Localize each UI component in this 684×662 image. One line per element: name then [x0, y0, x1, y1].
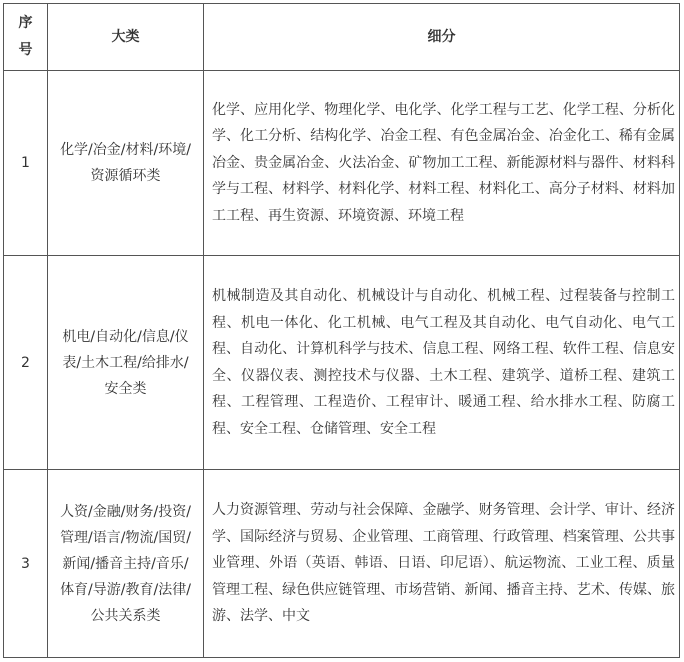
row-subdivision: 化学、应用化学、物理化学、电化学、化学工程与工艺、化学工程、分析化学、化工分析、结构化学、冶金工程、有色金属冶金、冶金化工、稀有金属冶金、贵金属冶金、火法冶金、矿物加工工程、新能源材料与器件、材料科学与工程、材料学、材料化学、材料工程、材料化工、高分子材料、材料加工工程、再生资源、环境资源、环境工程 [204, 71, 680, 256]
row-seq: 3 [4, 470, 48, 658]
row-category: 机电/自动化/信息/仪表/土木工程/给排水/安全类 [48, 256, 204, 470]
table-row [4, 256, 680, 470]
major-category-table [3, 3, 680, 658]
row-subdivision: 机械制造及其自动化、机械设计与自动化、机械工程、过程装备与控制工程、机电一体化、化工机械、电气工程及其自动化、电气自动化、电气工程、自动化、计算机科学与技术、信息工程、网络工程、软件工程、信息安全、仪器仪表、测控技术与仪器、土木工程、建筑学、道桥工程、建筑工程、工程管理、工程造价、工程审计、暖通工程、给水排水工程、防腐工程、安全工程、仓储管理、安全工程 [204, 256, 680, 470]
row-category: 人资/金融/财务/投资/管理/语言/物流/国贸/新闻/播音主持/音乐/体育/导游/教育/法律/公共关系类 [48, 470, 204, 658]
table-body [4, 71, 680, 658]
header-seq-label: 序号 [18, 15, 33, 58]
row-seq: 2 [4, 256, 48, 470]
header-seq [4, 4, 48, 71]
row-subdivision: 人力资源管理、劳动与社会保障、金融学、财务管理、会计学、审计、经济学、国际经济与贸易、企业管理、工商管理、行政管理、档案管理、公共事业管理、外语（英语、韩语、日语、印尼语）、航运物流、工业工程、质量管理工程、绿色供应链管理、市场营销、新闻、播音主持、艺术、传媒、旅游、法学、中文 [204, 470, 680, 658]
row-category: 化学/冶金/材料/环境/资源循环类 [48, 71, 204, 256]
header-subdivision: 细分 [204, 4, 680, 71]
table-row [4, 71, 680, 256]
row-seq: 1 [4, 71, 48, 256]
table-header [4, 4, 680, 71]
header-category: 大类 [48, 4, 204, 71]
major-category-table-container [3, 3, 680, 658]
header-row [4, 4, 680, 71]
table-row [4, 470, 680, 658]
